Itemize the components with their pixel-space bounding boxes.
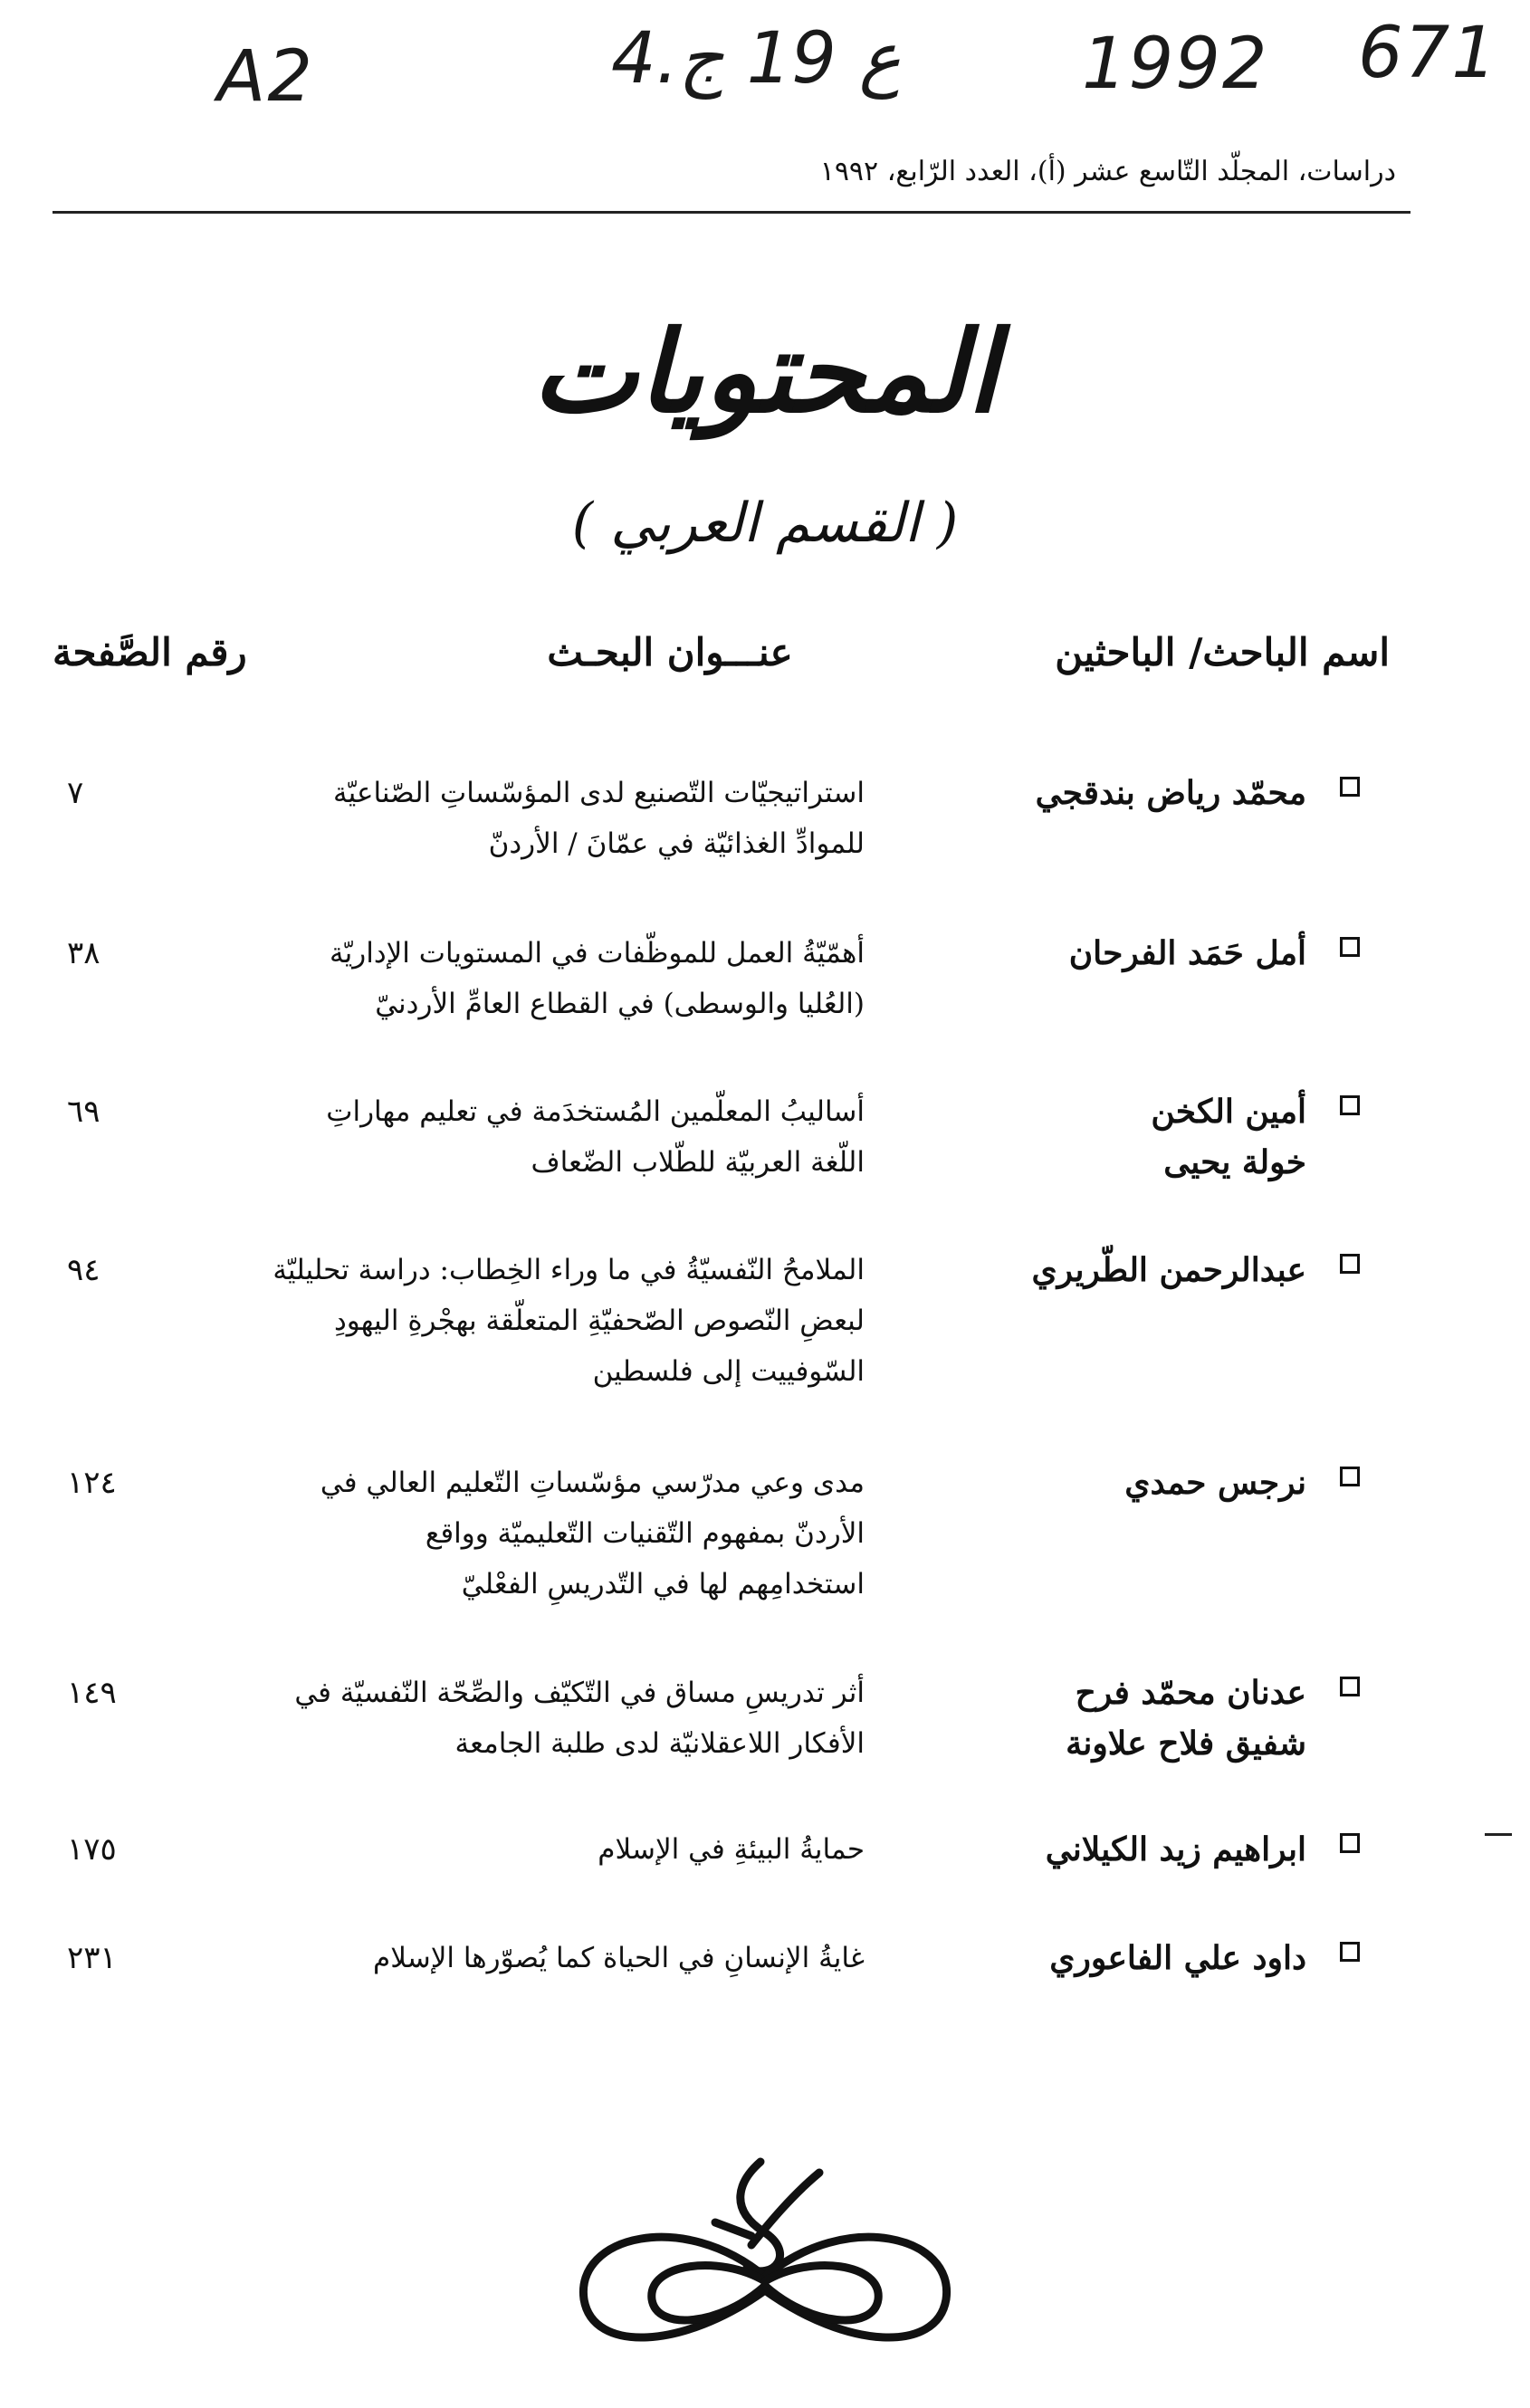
margin-tick-mark xyxy=(1485,1833,1512,1836)
column-header-author: اسم الباحث/ الباحثين xyxy=(1055,630,1390,674)
entry-authors xyxy=(1031,1245,1306,1295)
handwritten-number: 671 xyxy=(1358,13,1498,94)
author-name: ابراهيم زيد الكيلاني xyxy=(1045,1830,1306,1868)
author-name: عبدالرحمن الطّريري xyxy=(1031,1251,1306,1289)
checkbox-square-icon xyxy=(1340,1942,1360,1962)
title-line: للموادِّ الغذائيّة في عمّانَ / الأردنّ xyxy=(488,827,865,860)
author-name: أمل حَمَد الفرحان xyxy=(1068,934,1306,972)
title-line: أهمّيّةُ العمل للموظّفات في المستويات الإداريّة xyxy=(329,937,865,970)
handwritten-code: A2 xyxy=(217,36,314,118)
entry-page-number: ١٤٩ xyxy=(67,1675,117,1711)
handwritten-year: 1992 xyxy=(1082,24,1269,105)
title-line: اللّغة العربيّة للطّلاب الضّعاف xyxy=(531,1146,865,1179)
author-name: محمّد رياض بندقجي xyxy=(1035,774,1306,812)
author-name: عدنان محمّد فرح xyxy=(1075,1674,1306,1712)
checkbox-square-icon xyxy=(1340,1677,1360,1696)
contents-subtitle: ( القسم العربي ) xyxy=(571,492,959,555)
handwritten-date: 4.ع 19 ج xyxy=(611,18,902,100)
author-name: أمين الكخن xyxy=(1151,1093,1306,1131)
title-line: مدى وعي مدرّسي مؤسّساتِ التّعليم العالي في xyxy=(320,1467,865,1499)
entry-title xyxy=(285,1457,865,1610)
entry-page-number: ٩٤ xyxy=(67,1252,100,1288)
column-header-title: عنـــوان البحـث xyxy=(547,630,793,674)
title-line: استخدامِهم لها في التّدريسِ الفعْليّ xyxy=(461,1568,865,1601)
entry-title xyxy=(285,928,865,1029)
author-name: شفيق فلاح علاونة xyxy=(1066,1725,1306,1763)
checkbox-square-icon xyxy=(1340,1467,1360,1486)
entry-authors xyxy=(1046,1824,1306,1875)
entry-authors xyxy=(1049,1933,1306,1983)
entry-authors xyxy=(1066,1667,1306,1769)
title-line: أثر تدريسِ مساق في التّكيّف والصِّحّة النّفسيّة في xyxy=(294,1677,865,1709)
entry-page-number: ١٢٤ xyxy=(67,1465,117,1501)
title-line: لبعضِ النّصوص الصّحفيّةِ المتعلّقة بهجْرةِ اليهودِ xyxy=(333,1304,865,1337)
entry-page-number: ٦٩ xyxy=(67,1094,100,1130)
entry-authors xyxy=(1124,1457,1306,1508)
header-rule xyxy=(53,211,1410,214)
contents-title: المحتويات xyxy=(531,307,999,438)
column-header-page: رقم الصَّفحة xyxy=(53,630,247,674)
title-line: حمايةُ البيئةِ في الإسلام xyxy=(598,1833,865,1866)
title-line: أساليبُ المعلّمين المُستخدَمة في تعليم مهاراتِ xyxy=(326,1095,865,1128)
entry-title xyxy=(273,1245,865,1397)
entry-title xyxy=(285,1667,865,1769)
title-line: السّوفييت إلى فلسطين xyxy=(592,1355,865,1388)
title-line: الأفكار اللاعقلانيّة لدى طلبة الجامعة xyxy=(454,1727,865,1760)
checkbox-square-icon xyxy=(1340,1254,1360,1274)
title-line: الملامحُ النّفسيّةُ في ما وراء الخِطاب: دراسة تحليليّة xyxy=(273,1254,865,1286)
author-name: نرجس حمدي xyxy=(1124,1464,1306,1502)
entry-authors xyxy=(1036,768,1306,818)
journal-header: دراسات، المجلّد التّاسع عشر (أ)، العدد الرّابع، ١٩٩٢ xyxy=(819,156,1396,187)
checkbox-square-icon xyxy=(1340,937,1360,957)
entry-page-number: ١٧٥ xyxy=(67,1831,117,1868)
title-line: غايةُ الإنسانِ في الحياة كما يُصوّرها الإسلام xyxy=(373,1942,865,1974)
entry-page-number: ٧ xyxy=(67,775,84,811)
entry-page-number: ٣٨ xyxy=(67,935,100,971)
entry-title xyxy=(285,1086,865,1188)
ornament-flourish-icon xyxy=(548,2145,982,2372)
title-line: الأردنّ بمفهوم التّقنيات التّعليميّة وواقع xyxy=(425,1517,865,1550)
entry-title xyxy=(285,768,865,869)
entry-title xyxy=(285,1933,865,1983)
author-name: خولة يحيى xyxy=(1163,1143,1306,1181)
checkbox-square-icon xyxy=(1340,777,1360,797)
title-line: (العُليا والوسطى) في القطاع العامِّ الأردنيّ xyxy=(375,988,865,1020)
entry-authors xyxy=(1069,928,1306,979)
author-name: داود علي الفاعوري xyxy=(1049,1939,1306,1977)
entry-authors xyxy=(1151,1086,1306,1188)
entry-title xyxy=(285,1824,865,1875)
entry-page-number: ٢٣١ xyxy=(67,1940,117,1976)
checkbox-square-icon xyxy=(1340,1833,1360,1853)
checkbox-square-icon xyxy=(1340,1095,1360,1115)
title-line: استراتيجيّات التّصنيع لدى المؤسّساتِ الصّناعيّة xyxy=(332,777,865,809)
